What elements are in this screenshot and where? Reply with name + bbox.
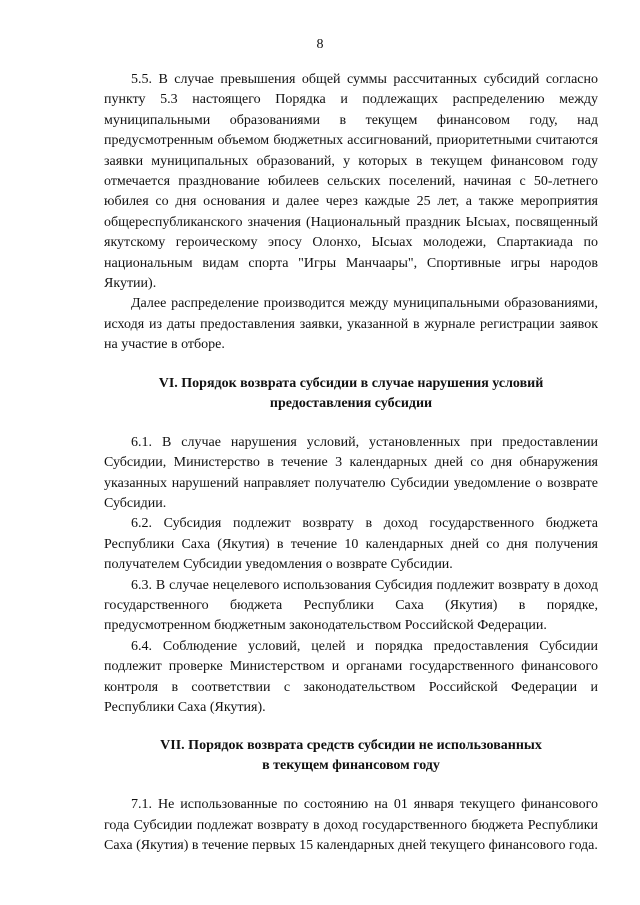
- section-6-heading: [104, 374, 598, 414]
- paragraph-7-1: 7.1. Не использованные по состоянию на 01 января текущего финансового года Субсидии подлежат возврату в доход государственного бюджета Республики Саха (Якутия) в течение первых 15 календарных дней текущего финансового года.: [104, 797, 598, 854]
- section-7-heading-line2: в текущем финансовом году: [262, 758, 440, 774]
- paragraph-6-1: 6.1. В случае нарушения условий, установленных при предоставлении Субсидии, Министерство в течение 3 календарных дней со дня обнаружения указанных нарушений направляет получателю Субсидии уведомление о возврате Субсидии.: [104, 434, 598, 511]
- paragraph-6-3: 6.3. В случае нецелевого использования Субсидия подлежит возврату в доход государственного бюджета Республики Саха (Якутия) в порядке, предусмотренном бюджетным законодательством Российской Федерации.: [104, 577, 598, 634]
- section-6-heading-line2: предоставления субсидии: [269, 395, 433, 411]
- paragraph-5-5: 5.5. В случае превышения общей суммы рассчитанных субсидий согласно пункту 5.3 настоящего Порядка и подлежащих распределению между муниципальными образованиями в текущем финансовом году, над предусмотренным объемом бюджетных ассигнований, приоритетными считаются заявки муниципальных образований, у которых в текущем финансовом году отмечается празднование юбилеев сельских поселений, начиная с 50-летнего юбилея со дня основания и далее через каждые 25 лет, а также мероприятия общереспубликанского значения (Национальный праздник Ысыах, посвященный якутскому героическому эпосу Олонхо, Ысыах молодежи, Спартакиада по национальным видам спорта "Игры Манчаары", Спортивные игры народов Якутии).: [104, 72, 598, 292]
- document-body: [104, 70, 598, 857]
- page-number: 8: [316, 37, 324, 52]
- section-6-heading-line1: VI. Порядок возврата субсидии в случае нарушения условий: [158, 375, 544, 391]
- paragraph-6-4: 6.4. Соблюдение условий, целей и порядка предоставления Субсидии подлежит проверке Министерством и органами государственного финансового контроля в соответствии с законодательством Российской Федерации и Республики Саха (Якутия).: [104, 638, 598, 715]
- paragraph-6-2: 6.2. Субсидия подлежит возврату в доход государственного бюджета Республики Саха (Якутия) в течение 10 календарных дней со дня получения получателем Субсидии уведомления о возврате Субсидии.: [104, 516, 598, 573]
- paragraph-distribution: Далее распределение производится между муниципальными образованиями, исходя из даты предоставления заявки, указанной в журнале регистрации заявок на участие в отборе.: [104, 296, 598, 353]
- section-7-heading-line1: VII. Порядок возврата средств субсидии не использованных: [160, 738, 542, 754]
- section-7-heading: [104, 736, 598, 776]
